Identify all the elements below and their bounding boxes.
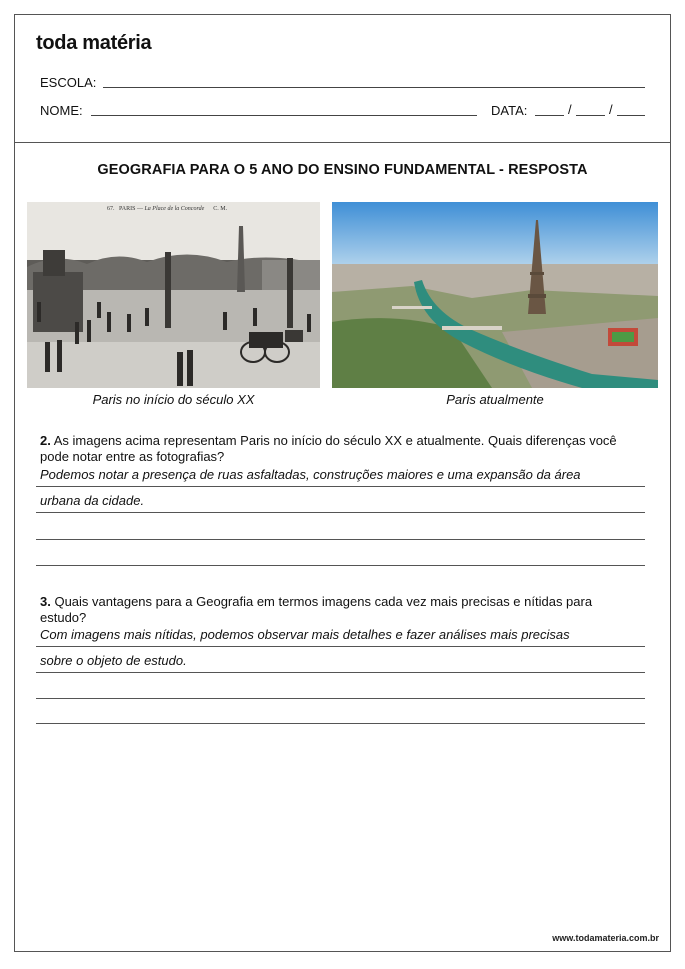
date-separator: / (609, 102, 613, 117)
answer-line (36, 672, 645, 673)
answer-line (36, 486, 645, 487)
name-label: NOME: (40, 103, 83, 118)
date-month-field[interactable] (576, 115, 605, 116)
question-3 (40, 594, 640, 626)
answer-3-line-1: Com imagens mais nítidas, podemos observar mais detalhes e fazer análises mais precisas (40, 627, 570, 642)
date-separator: / (568, 102, 572, 117)
answer-2-line-2: urbana da cidade. (40, 493, 145, 508)
name-field[interactable] (91, 115, 477, 116)
answer-3-line-2: sobre o objeto de estudo. (40, 653, 187, 668)
question-number: 3. (40, 594, 51, 609)
postcard-number: 67. (107, 206, 115, 212)
question-2 (40, 433, 640, 465)
answer-line (36, 565, 645, 566)
paris-modern-caption: Paris atualmente (446, 392, 544, 407)
answer-line (36, 512, 645, 513)
paris-old-caption: Paris no início do século XX (92, 392, 255, 407)
postcard-city: PARIS (119, 206, 136, 212)
date-day-field[interactable] (535, 115, 564, 116)
footer-url[interactable]: www.todamateria.com.br (552, 933, 659, 943)
paris-modern-photo (332, 202, 658, 388)
brand-logo: toda matéria (36, 32, 152, 54)
answer-line (36, 723, 645, 724)
school-label: ESCOLA: (40, 75, 97, 90)
date-year-field[interactable] (617, 115, 645, 116)
answer-2-line-1: Podemos notar a presença de ruas asfaltadas, construções maiores e uma expansão da área (40, 467, 581, 482)
paris-old-photo: 67. PARIS — La Place de la Concorde C. M. (27, 202, 320, 388)
page-title: GEOGRAFIA PARA O 5 ANO DO ENSINO FUNDAMENTAL - RESPOSTA (97, 162, 588, 178)
school-field[interactable] (103, 87, 645, 88)
question-text: Quais vantagens para a Geografia em termos imagens cada vez mais precisas e nítidas para estudo? (40, 594, 593, 625)
date-label: DATA: (491, 103, 528, 118)
worksheet-frame (14, 14, 671, 952)
header-divider (14, 142, 671, 143)
question-number: 2. (40, 433, 51, 448)
answer-line (36, 539, 645, 540)
postcard-initials: C. M. (213, 206, 228, 212)
answer-line (36, 698, 645, 699)
answer-line (36, 646, 645, 647)
postcard-place: La Place de la Concorde (144, 206, 205, 212)
question-text: As imagens acima representam Paris no início do século XX e atualmente. Quais diferenças você pode notar entre as fotografias? (40, 433, 617, 464)
